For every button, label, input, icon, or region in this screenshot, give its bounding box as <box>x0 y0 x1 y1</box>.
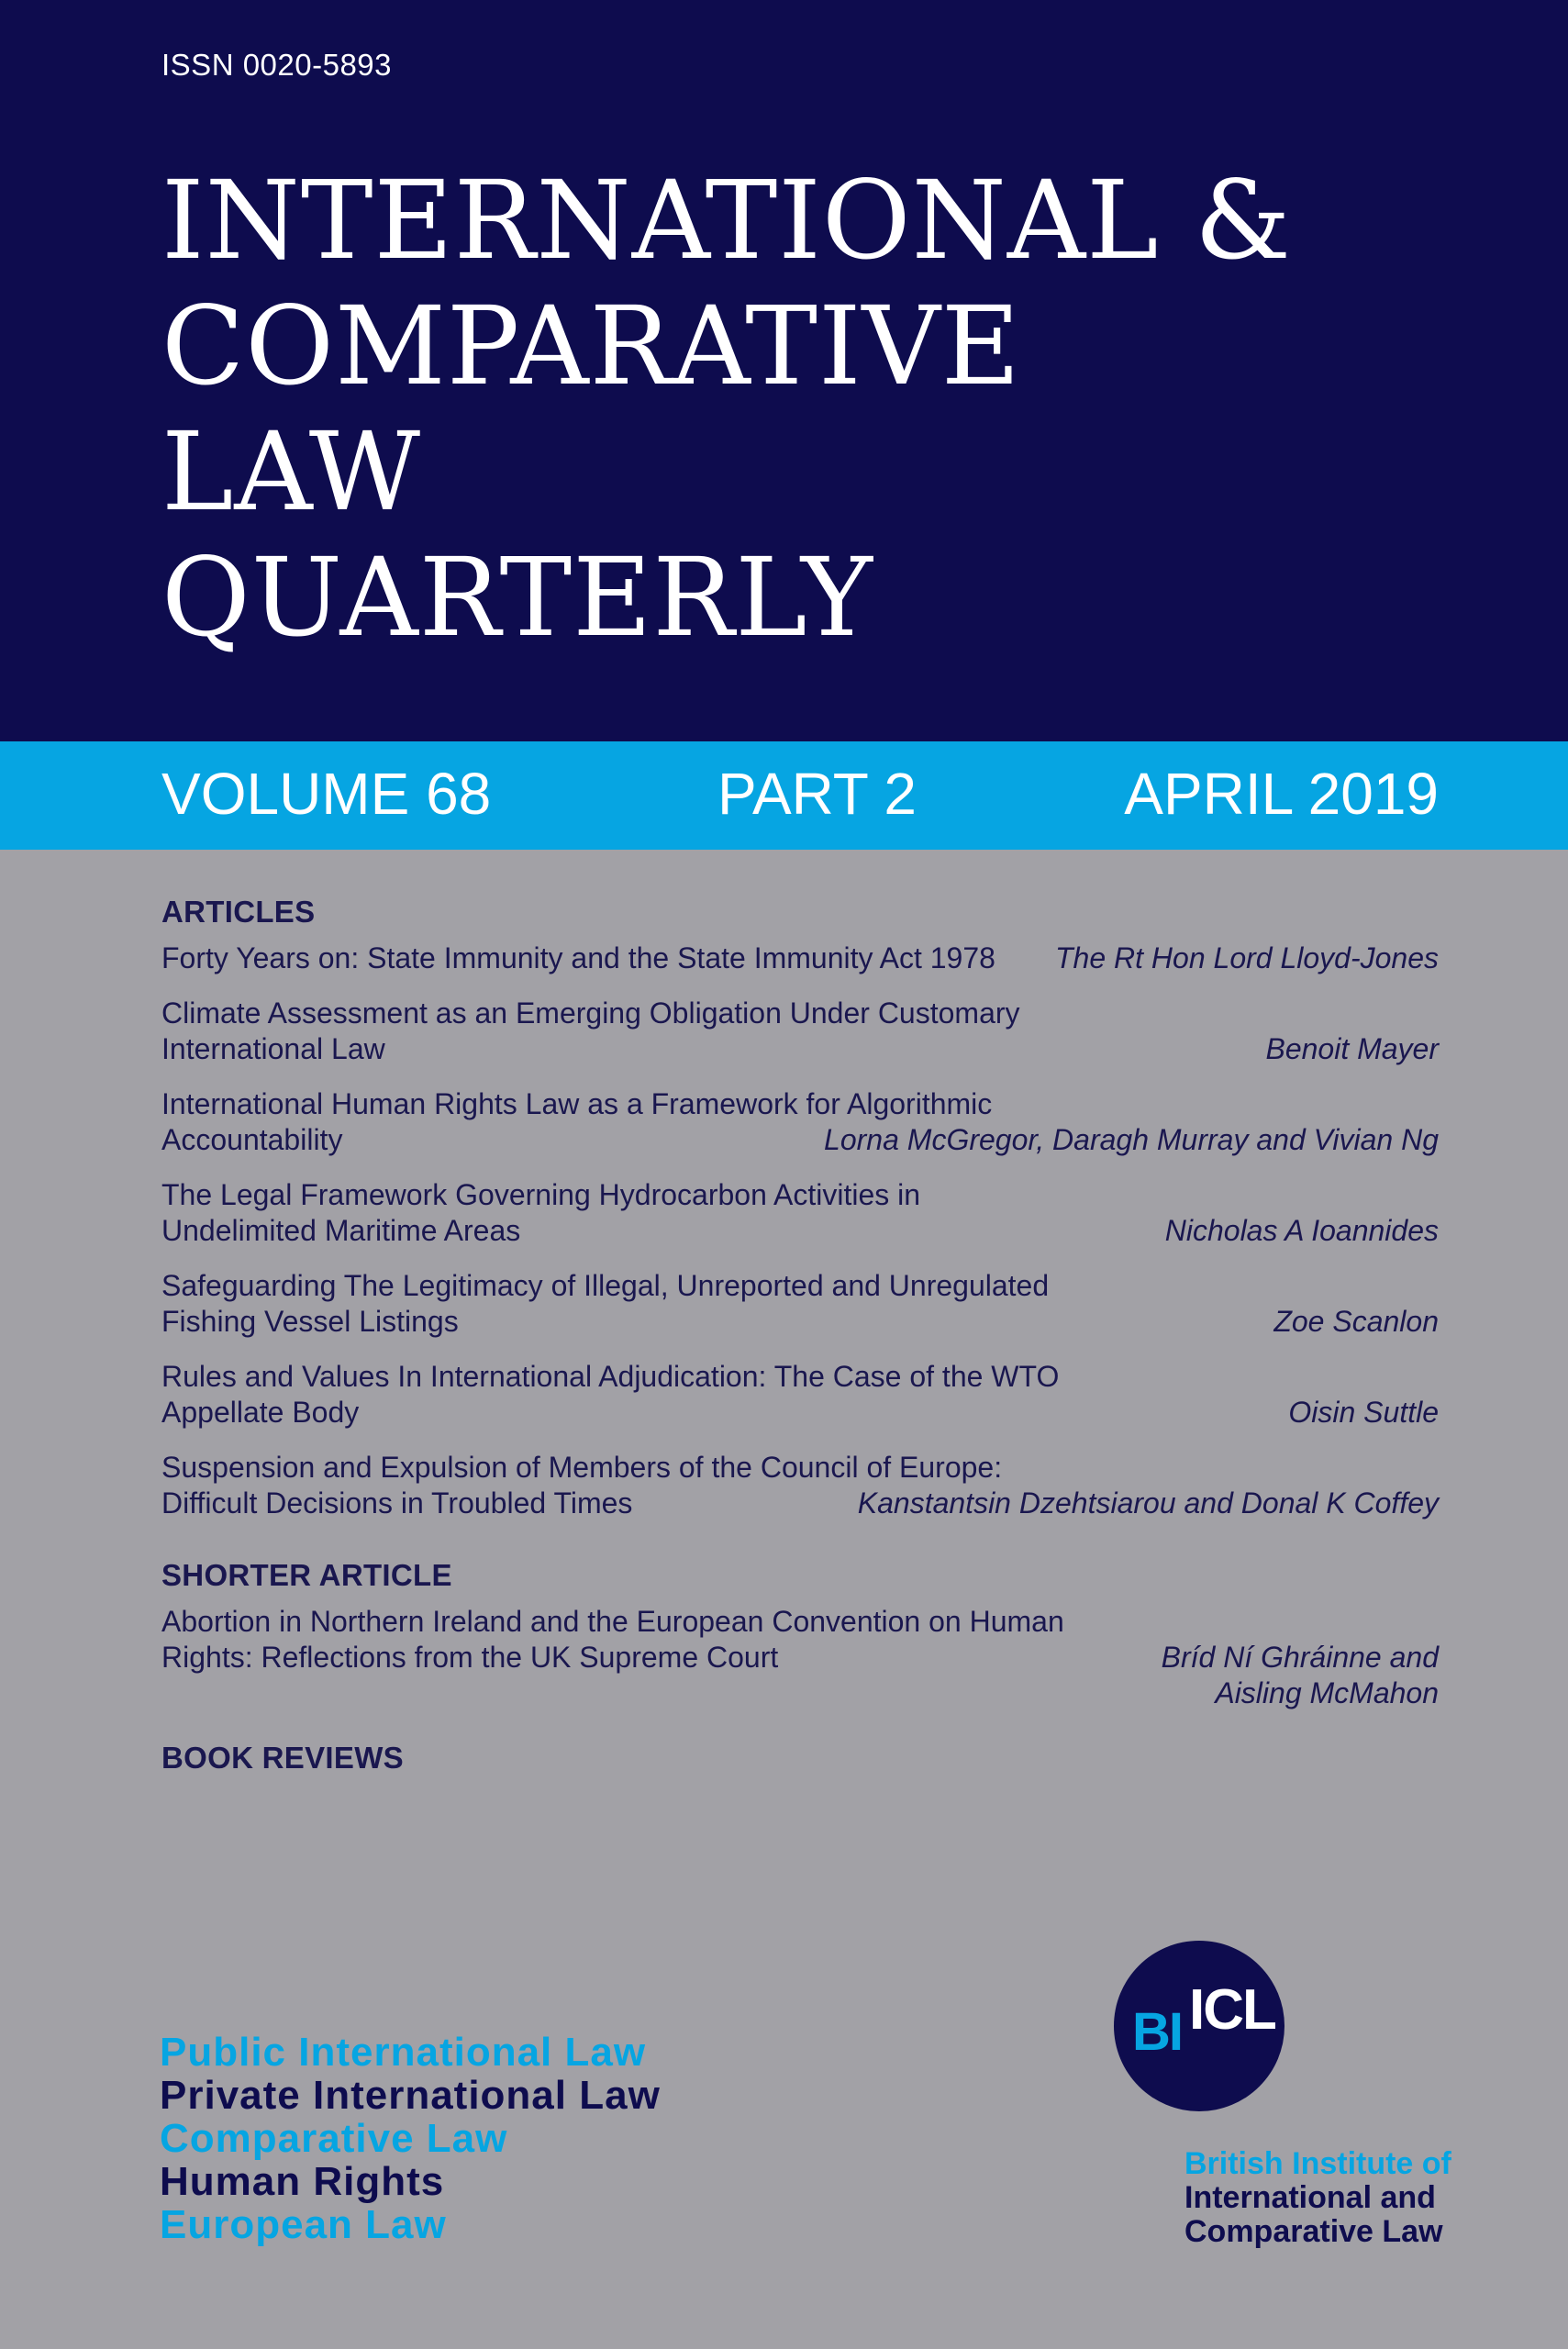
shorter-article-heading: SHORTER ARTICLE <box>161 1558 452 1592</box>
subject-area: Public International Law <box>160 2030 647 2075</box>
cover-header <box>0 0 1568 741</box>
article-title: Suspension and Expulsion of Members of the Council of Europe: Difficult Decisions in Troubled Times <box>161 1451 1003 1520</box>
article-title: Rules and Values In International Adjudication: The Case of the WTO Appellate Body <box>161 1360 1060 1429</box>
article-title: Forty Years on: State Immunity and the State Immunity Act 1978 <box>161 941 995 974</box>
author-line-1: Bríd Ní Ghráinne and <box>1161 1641 1439 1674</box>
institute-line-2: International and <box>1184 2180 1436 2215</box>
title-line-2: COMPARATIVE <box>161 283 1021 409</box>
article-author: Zoe Scanlon <box>1273 1305 1439 1338</box>
book-reviews-heading: BOOK REVIEWS <box>161 1741 404 1775</box>
article-author <box>1162 1640 1439 1711</box>
article-author: Lorna McGregor, Daragh Murray and Vivian Ng <box>824 1123 1439 1156</box>
logo-icl: ICL <box>1189 1978 1275 2042</box>
shorter-article-entry <box>161 1604 1439 1711</box>
article-entry <box>161 1268 1439 1340</box>
issue-date: APRIL 2019 <box>1124 761 1439 827</box>
subject-area: Private International Law <box>160 2073 661 2118</box>
articles-heading: ARTICLES <box>161 895 316 929</box>
subject-area: Human Rights <box>160 2159 445 2204</box>
issn: ISSN 0020-5893 <box>161 48 393 82</box>
table-of-contents <box>161 895 1439 1776</box>
article-entry <box>161 996 1439 1067</box>
article-entry <box>161 1359 1439 1431</box>
volume: VOLUME 68 <box>161 761 492 827</box>
subject-area: Comparative Law <box>160 2116 508 2161</box>
title-line-4: QUARTERLY <box>161 534 873 661</box>
title-line-1: INTERNATIONAL & <box>161 157 1292 284</box>
subject-area: European Law <box>160 2202 447 2247</box>
journal-title <box>161 158 1292 661</box>
institute-name <box>1184 2147 1451 2249</box>
article-entry <box>161 1450 1439 1521</box>
article-title: Abortion in Northern Ireland and the European Convention on Human Rights: Reflections from the UK Supreme Court <box>161 1605 1064 1674</box>
article-author: Benoit Mayer <box>1265 1032 1439 1065</box>
article-entry <box>161 1177 1439 1249</box>
logo-bi: BI <box>1132 2002 1182 2062</box>
institute-line-3: Comparative Law <box>1184 2214 1443 2249</box>
biicl-logo <box>1114 1941 1284 2111</box>
article-author: Oisin Suttle <box>1288 1396 1439 1429</box>
subject-areas <box>160 2031 661 2246</box>
article-author: Nicholas A Ioannides <box>1164 1214 1439 1247</box>
article-author: The Rt Hon Lord Lloyd-Jones <box>1055 941 1439 974</box>
part: PART 2 <box>717 761 917 827</box>
institute-line-1: British Institute of <box>1184 2146 1451 2181</box>
article-title: Safeguarding The Legitimacy of Illegal, Unreported and Unregulated Fishing Vessel Listings <box>161 1269 1050 1338</box>
issue-band <box>0 741 1568 850</box>
article-title: The Legal Framework Governing Hydrocarbon Activities in Undelimited Maritime Areas <box>161 1178 921 1247</box>
article-title: International Human Rights Law as a Framework for Algorithmic Accountability <box>161 1087 993 1156</box>
article-title: Climate Assessment as an Emerging Obligation Under Customary International Law <box>161 996 1020 1065</box>
article-entry <box>161 1086 1439 1158</box>
author-line-2: Aisling McMahon <box>1215 1676 1439 1709</box>
article-entry <box>161 941 1439 976</box>
title-line-3: LAW <box>161 408 422 535</box>
article-author: Kanstantsin Dzehtsiarou and Donal K Coffey <box>857 1486 1439 1520</box>
